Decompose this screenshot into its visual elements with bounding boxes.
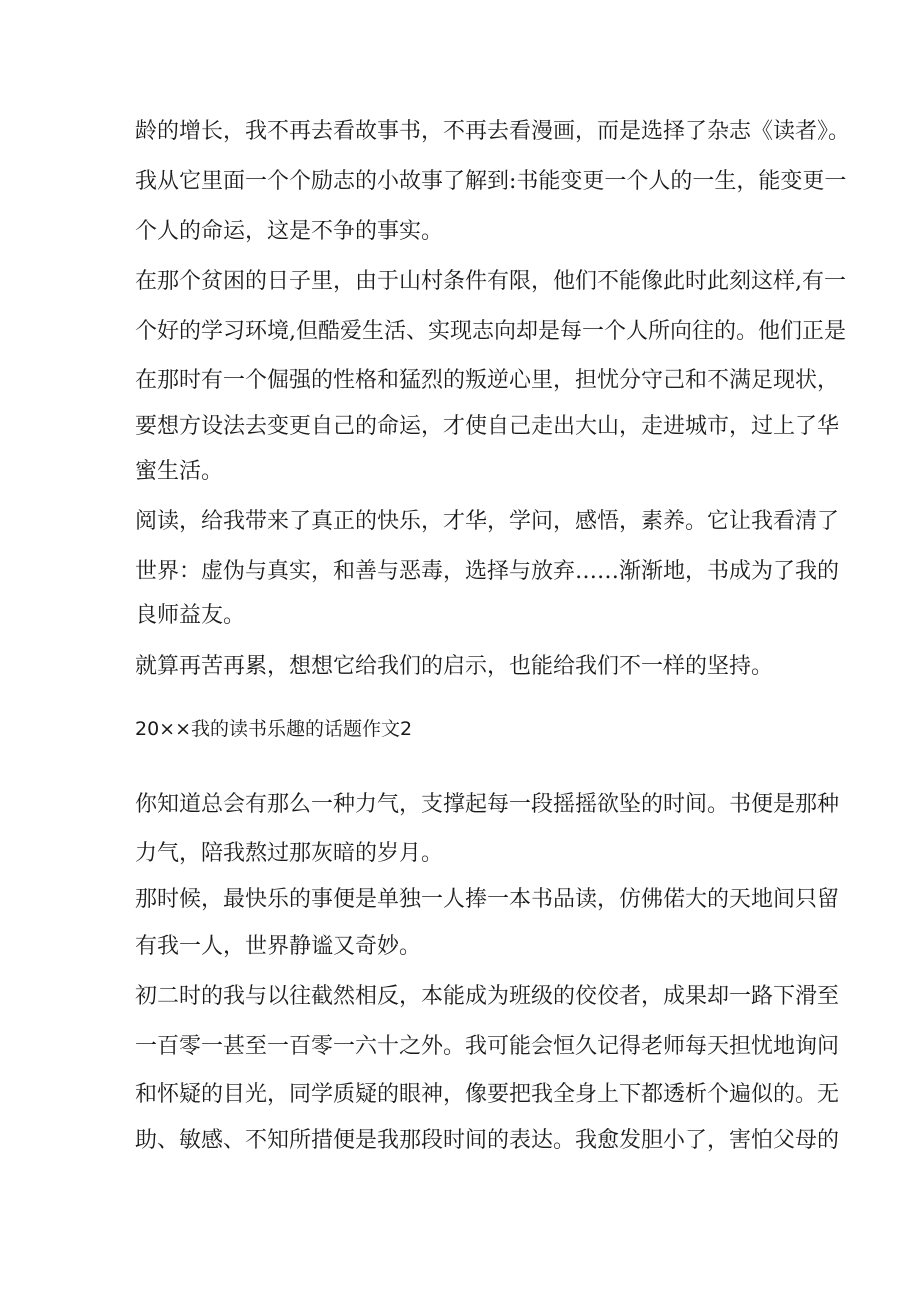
text-line: 有我一人，世界静谧又奇妙。 [135,934,422,959]
text-line: 在那时有一个倔强的性格和猛烈的叛逆心里，担忧分守己和不满足现状， [135,368,840,393]
text-line: 阅读，给我带来了真正的快乐，才华，学问，感悟，素养。它让我看清了 [135,509,840,534]
text-line: 良师益友。 [135,603,246,628]
text-line: 个好的学习环境,但酷爱生活、实现志向却是每一个人所向往的。他们正是 [135,319,846,344]
text-line: 在那个贫困的日子里，由于山村条件有限，他们不能像此时此刻这样,有一 [135,269,846,294]
section-heading: 20××我的读书乐趣的话题作文2 [135,718,413,740]
text-line: 助、敏感、不知所措便是我那段时间的表达。我愈发胆小了，害怕父母的 [135,1128,840,1153]
text-line: 世界：虚伪与真实，和善与恶毒，选择与放弃……渐渐地，书成为了我的 [135,559,840,584]
text-line: 蜜生活。 [135,459,224,484]
text-line: 初二时的我与以往截然相反，本能成为班级的佼佼者，成果却一路下滑至 [135,984,840,1009]
text-line: 力气，陪我熬过那灰暗的岁月。 [135,841,444,866]
text-line: 一百零一甚至一百零一六十之外。我可能会恒久记得老师每天担忧地询问 [135,1034,840,1059]
text-line: 那时候，最快乐的事便是单独一人捧一本书品读，仿佛偌大的天地间只留 [135,887,840,912]
text-line: 个人的命运，这是不争的事实。 [135,219,444,244]
text-line: 你知道总会有那么一种力气，支撑起每一段摇摇欲坠的时间。书便是那种 [135,792,840,817]
text-line: 就算再苦再累，想想它给我们的启示，也能给我们不一样的坚持。 [135,654,774,679]
text-line: 龄的增长，我不再去看故事书，不再去看漫画，而是选择了杂志《读者》。 [135,119,851,144]
text-line: 我从它里面一个个励志的小故事了解到:书能变更一个人的一生，能变更一 [135,169,847,194]
text-line: 和怀疑的目光，同学质疑的眼神，像要把我全身上下都透析个遍似的。无 [135,1082,840,1107]
text-line: 要想方设法去变更自己的命运，才使自己走出大山，走进城市，过上了华 [135,414,840,439]
